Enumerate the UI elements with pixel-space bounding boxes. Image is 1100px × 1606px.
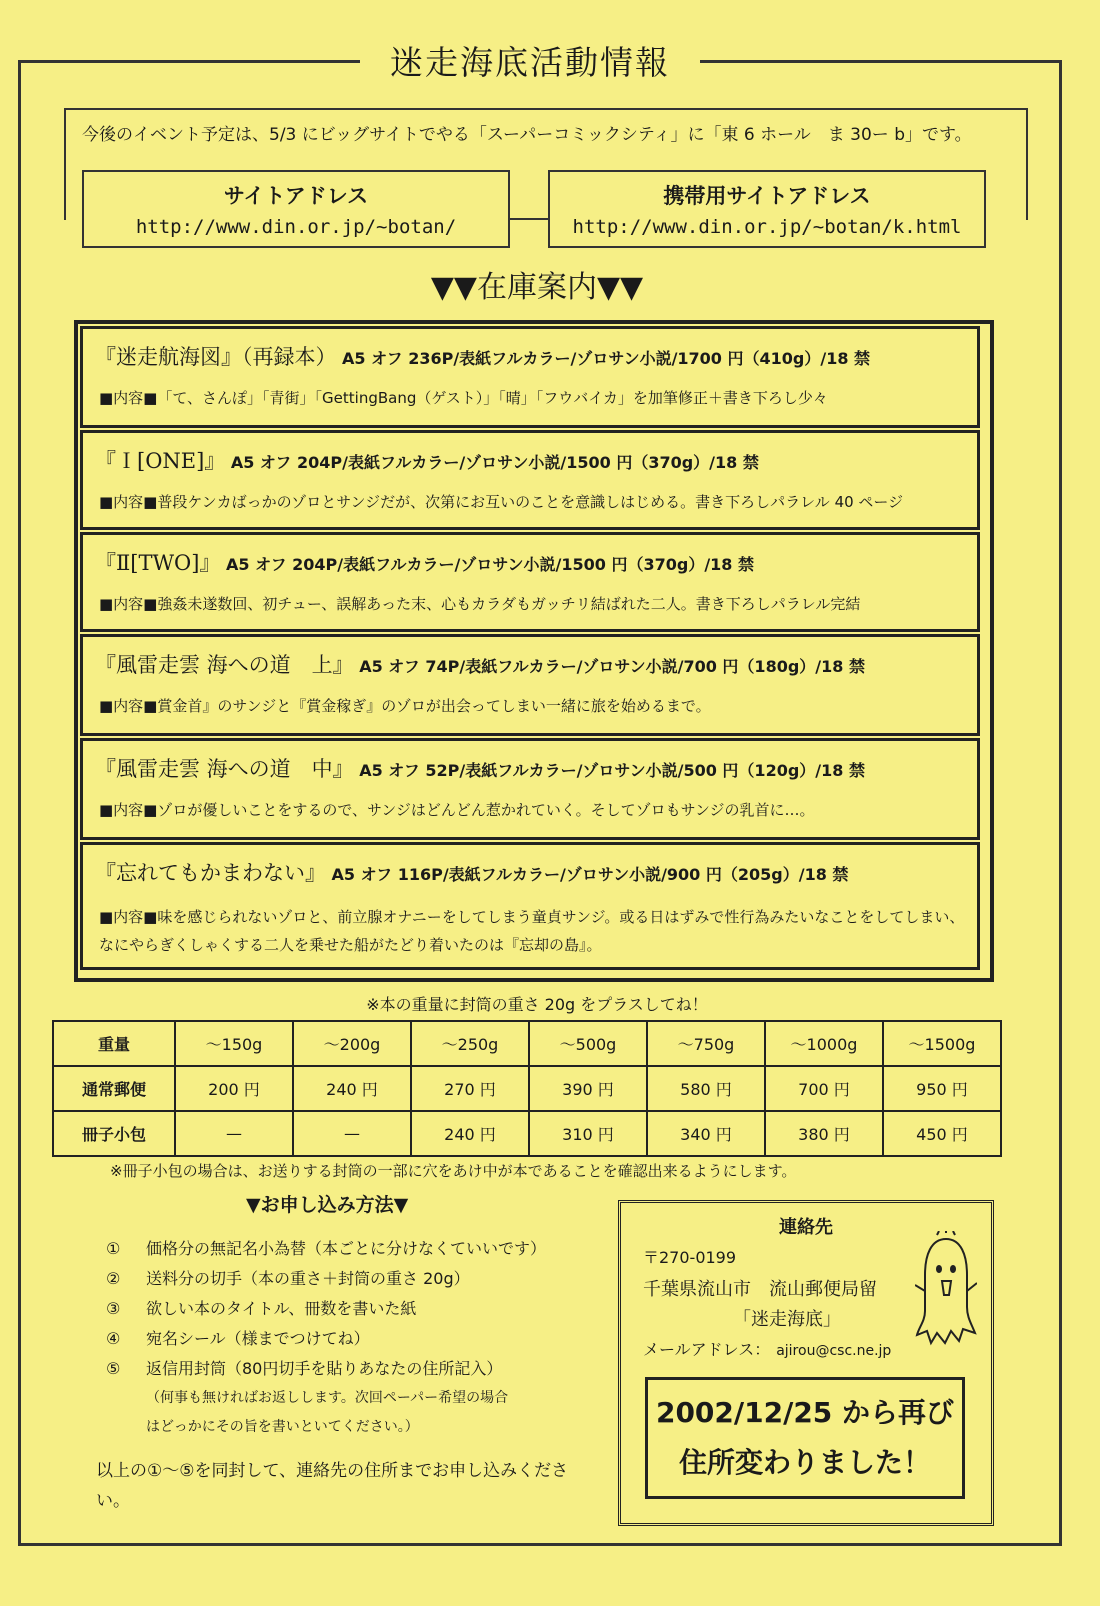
table-cell: ～200g (293, 1021, 411, 1066)
step-number: ③ (106, 1299, 121, 1318)
book-item (80, 326, 980, 428)
site-address-url: http://www.din.or.jp/~botan/ (135, 216, 457, 238)
book-content: ■内容■普段ケンカばっかのゾロとサンジだが、次第にお互いのことを意識しはじめる。書き下ろしパラレル 40 ページ (99, 493, 904, 511)
table-cell: 冊子小包 (53, 1111, 175, 1156)
site-address-label: サイトアドレス (223, 184, 369, 208)
table-cell: ～250g (411, 1021, 529, 1066)
table-cell: ～500g (529, 1021, 647, 1066)
book-spec: A5 オフ 236P/表紙フルカラー/ゾロサン小説/1700 円（410g）/18 禁 (342, 349, 871, 368)
table-cell: ～150g (175, 1021, 293, 1066)
book-content: ■内容■「て、さんぽ」「青街」「GettingBang（ゲスト）」「晴」「フウバイカ」を加筆修正＋書き下ろし少々 (99, 389, 828, 407)
list-item (106, 1264, 546, 1294)
mail-label: メールアドレス： (643, 1340, 771, 1359)
table-cell: 950 円 (883, 1066, 1001, 1111)
step-text: 価格分の無記名小為替（本ごとに分けなくていいです） (146, 1239, 547, 1258)
step-number: ④ (106, 1329, 121, 1348)
table-cell: 450 円 (883, 1111, 1001, 1156)
table-header-row (53, 1021, 1001, 1066)
event-text: 今後のイベント予定は、5/3 にビッグサイトでやる「スーパーコミックシティ」に「東 6 ホール ま 30ー b」です。 (82, 125, 972, 145)
table-cell: — (175, 1111, 293, 1156)
stock-heading: ▼▼在庫案内▼▼ (430, 270, 644, 305)
apply-steps (106, 1234, 546, 1442)
table-cell: 380 円 (765, 1111, 883, 1156)
step-number: ① (106, 1239, 121, 1258)
book-content: ■内容■賞金首』のサンジと『賞金稼ぎ』のゾロが出会ってしまい一緒に旅を始めるまで。 (99, 697, 711, 715)
step-note-line: はどっかにその旨を書いといてください。） (146, 1419, 419, 1435)
postage-table (52, 1020, 1002, 1157)
table-cell: 390 円 (529, 1066, 647, 1111)
step-text: 送料分の切手（本の重さ＋封筒の重さ 20g） (146, 1269, 470, 1288)
mobile-address-box (548, 170, 986, 248)
step-text: 返信用封筒（80円切手を貼りあなたの住所記入） (146, 1359, 503, 1378)
book-title: 『風雷走雲 海への道 中』 (95, 757, 344, 781)
contact-box (618, 1200, 994, 1526)
table-cell: 240 円 (411, 1111, 529, 1156)
table-cell: ～1500g (883, 1021, 1001, 1066)
book-item (80, 842, 980, 970)
mobile-address-url: http://www.din.or.jp/~botan/k.html (572, 216, 962, 238)
book-spec: A5 オフ 52P/表紙フルカラー/ゾロサン小説/500 円（120g）/18 禁 (359, 761, 865, 780)
step-note-line: （何事も無ければお返しします。次回ペーパー希望の場合 (146, 1390, 509, 1406)
table-cell: 270 円 (411, 1066, 529, 1111)
book-title: 『迷走航海図』（再録本） (95, 345, 326, 369)
book-content: ■内容■味を感じられないゾロと、前立腺オナニーをしてしまう童貞サンジ。或る日はずみで性行為みたいなことをしてしまい、なにやらぎくしゃくする二人を乗せた船がたどり着いたのは『忘却の島』。 (99, 908, 965, 954)
table-cell: 310 円 (529, 1111, 647, 1156)
table-cell: 340 円 (647, 1111, 765, 1156)
list-item (106, 1354, 546, 1384)
list-item (106, 1234, 546, 1264)
book-content: ■内容■ゾロが優しいことをするので、サンジはどんどん惹かれていく。そしてゾロもサンジの乳首に…。 (99, 801, 815, 819)
book-item (80, 634, 980, 736)
table-cell: 重量 (53, 1021, 175, 1066)
table-cell: 通常郵便 (53, 1066, 175, 1111)
mobile-address-label: 携帯用サイトアドレス (663, 184, 871, 208)
book-title: 『Ｉ[ONE]』 (95, 449, 215, 473)
step-number: ⑤ (106, 1359, 121, 1378)
connector-line (508, 218, 548, 220)
site-address-box (82, 170, 510, 248)
book-item (80, 430, 980, 530)
table-cell: ～1000g (765, 1021, 883, 1066)
contact-name: 「迷走海底」 (733, 1309, 841, 1330)
book-title: 『Ⅱ[TWO]』 (95, 551, 210, 575)
book-spec: A5 オフ 116P/表紙フルカラー/ゾロサン小説/900 円（205g）/18 禁 (331, 865, 849, 884)
table-cell: 700 円 (765, 1066, 883, 1111)
book-content: ■内容■強姦未遂数回、初チュー、誤解あった末、心もカラダもガッチリ結ばれた二人。書き下ろしパラレル完結 (99, 595, 861, 613)
step-text: 欲しい本のタイトル、冊数を書いた紙 (146, 1299, 417, 1318)
moved-notice (645, 1377, 965, 1499)
step-number: ② (106, 1269, 121, 1288)
weight-note: ※本の重量に封筒の重さ 20g をプラスしてね！ (366, 995, 708, 1014)
book-spec: A5 オフ 74P/表紙フルカラー/ゾロサン小説/700 円（180g）/18 禁 (359, 657, 865, 676)
ghost-mascot-icon (915, 1231, 977, 1349)
book-item (80, 738, 980, 840)
page-title: 迷走海底活動情報 (360, 38, 700, 88)
table-cell: 240 円 (293, 1066, 411, 1111)
book-title: 『忘れてもかまわない』 (95, 861, 316, 885)
table-row (53, 1111, 1001, 1156)
moved-line: 住所変わりました！ (678, 1446, 931, 1479)
contact-mail (643, 1337, 891, 1360)
contact-postal: 〒270-0199 (643, 1248, 737, 1267)
table-cell: — (293, 1111, 411, 1156)
list-item (106, 1294, 546, 1324)
contact-heading: 連絡先 (779, 1217, 833, 1238)
contact-address: 千葉県流山市 流山郵便局留 (643, 1279, 877, 1300)
step-text: 宛名シール（様までつけてね） (146, 1329, 370, 1348)
enclose-note: 以上の①～⑤を同封して、連絡先の住所までお申し込みください。 (96, 1461, 569, 1511)
book-item (80, 532, 980, 632)
book-spec: A5 オフ 204P/表紙フルカラー/ゾロサン小説/1500 円（370g）/18 禁 (230, 453, 759, 472)
book-spec: A5 オフ 204P/表紙フルカラー/ゾロサン小説/1500 円（370g）/18 禁 (225, 555, 755, 574)
table-cell: ～750g (647, 1021, 765, 1066)
table-row (53, 1066, 1001, 1111)
mail-address: ajirou@csc.ne.jp (776, 1343, 892, 1359)
apply-heading: ▼お申し込み方法▼ (246, 1194, 409, 1216)
list-item (106, 1324, 546, 1354)
parcel-note: ※冊子小包の場合は、お送りする封筒の一部に穴をあけ中が本であることを確認出来るようにします。 (110, 1162, 797, 1180)
book-title: 『風雷走雲 海への道 上』 (95, 653, 344, 677)
moved-line: 2002/12/25 から再び (655, 1396, 955, 1429)
table-cell: 580 円 (647, 1066, 765, 1111)
table-cell: 200 円 (175, 1066, 293, 1111)
